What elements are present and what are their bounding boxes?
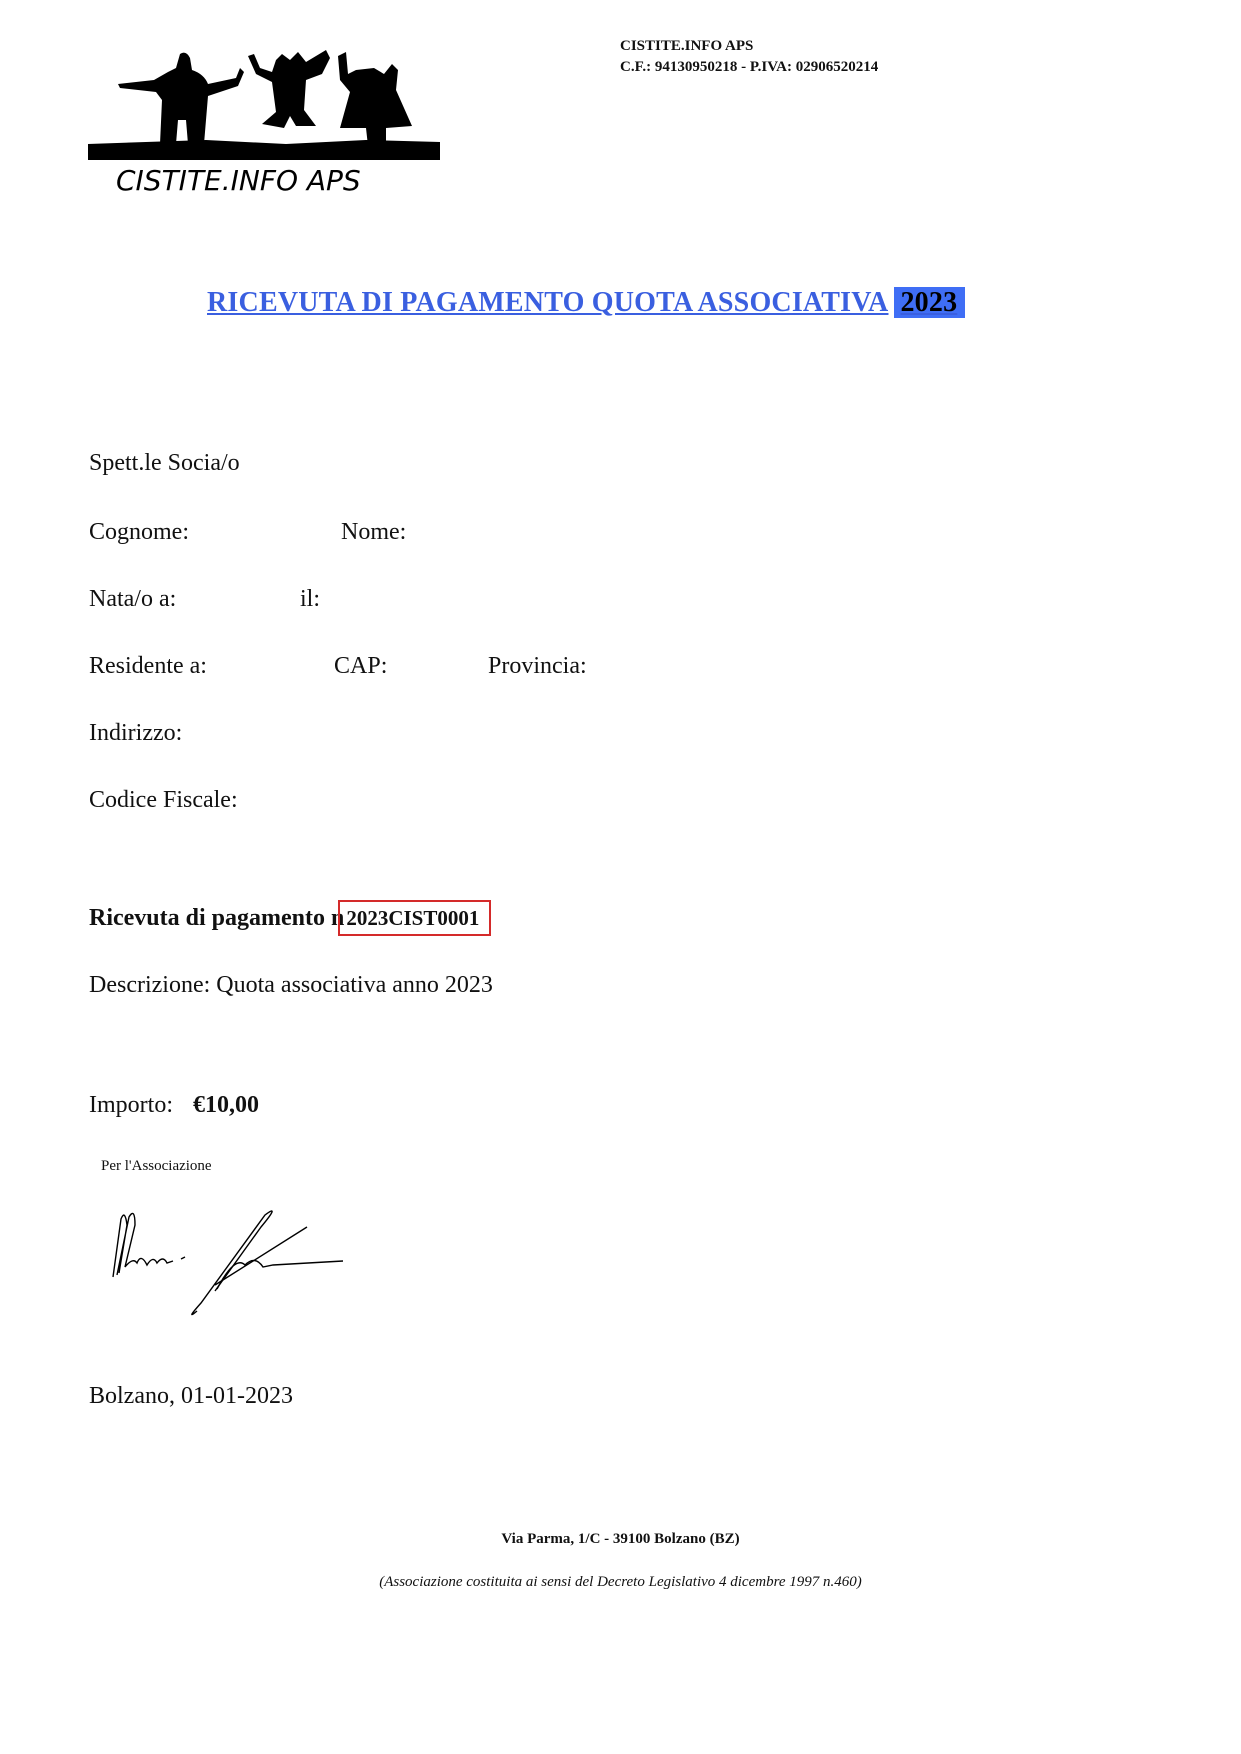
- receipt-description: Descrizione: Quota associativa anno 2023: [89, 972, 493, 998]
- label-provincia: Provincia:: [488, 653, 587, 679]
- label-nato-a: Nata/o a:: [89, 586, 177, 612]
- receipt-line: [89, 900, 491, 936]
- jumping-people-silhouette-icon: [86, 40, 442, 200]
- label-cap: CAP:: [334, 653, 388, 679]
- footer-legal-note: (Associazione costituita ai sensi del Decreto Legislativo 4 dicembre 1997 n.460): [379, 1574, 862, 1590]
- logo: [86, 40, 442, 200]
- document-title: [207, 287, 965, 319]
- label-cognome: Cognome:: [89, 519, 189, 545]
- org-header: [620, 36, 878, 78]
- amount-value: €10,00: [193, 1092, 259, 1118]
- receipt-number: 2023CIST0001: [338, 900, 491, 936]
- amount-line: [89, 1092, 259, 1119]
- receipt-label: Ricevuta di pagamento n: [89, 905, 345, 931]
- signature: [105, 1205, 365, 1330]
- amount-label: Importo:: [89, 1092, 173, 1118]
- svg-text:CISTITE.INFO APS: CISTITE.INFO APS: [116, 164, 361, 197]
- org-name: CISTITE.INFO APS: [620, 38, 754, 54]
- label-residente: Residente a:: [89, 653, 207, 679]
- salutation: Spett.le Socia/o: [89, 450, 240, 476]
- title-year: 2023: [894, 287, 965, 318]
- signature-scribble-icon: [105, 1205, 365, 1325]
- signature-label: Per l'Associazione: [101, 1158, 212, 1174]
- label-nome: Nome:: [341, 519, 407, 545]
- place-date: Bolzano, 01-01-2023: [89, 1383, 293, 1409]
- org-tax-ids: C.F.: 94130950218 - P.IVA: 02906520214: [620, 59, 879, 75]
- label-codice-fiscale: Codice Fiscale:: [89, 787, 238, 813]
- label-il: il:: [300, 586, 321, 612]
- footer-address: Via Parma, 1/C - 39100 Bolzano (BZ): [501, 1531, 740, 1547]
- label-indirizzo: Indirizzo:: [89, 720, 183, 746]
- title-text: RICEVUTA DI PAGAMENTO QUOTA ASSOCIATIVA: [207, 287, 889, 318]
